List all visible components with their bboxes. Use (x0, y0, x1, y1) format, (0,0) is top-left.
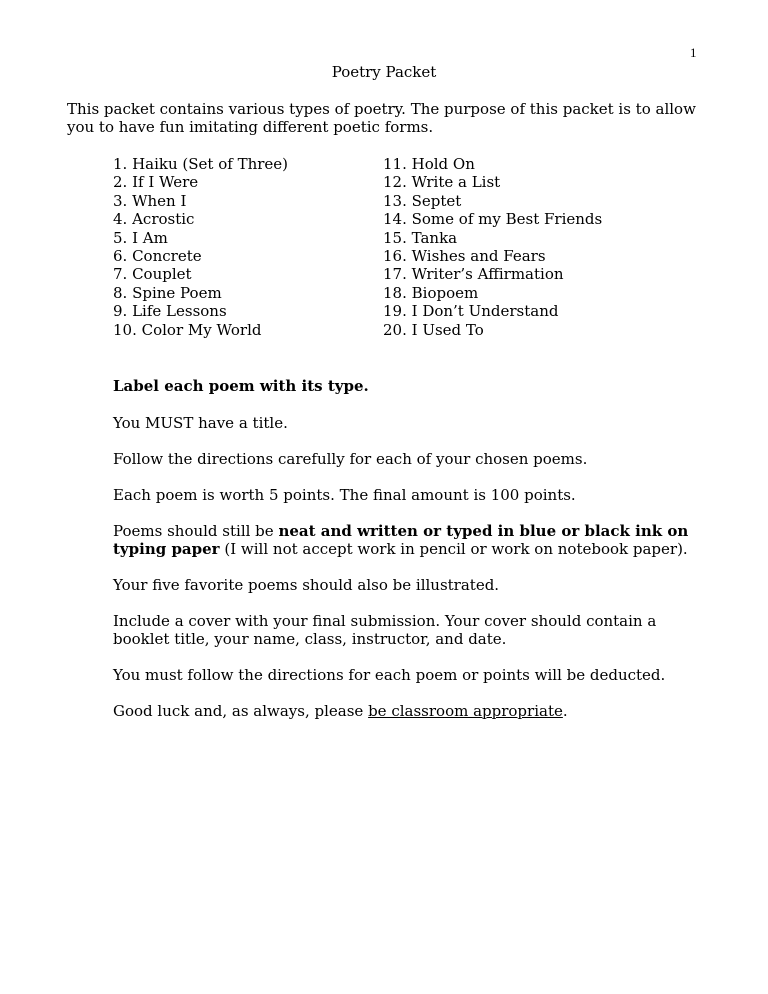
list-item: 10. Color My World (113, 320, 262, 339)
list-item: 17. Writer’s Affirmation (383, 265, 564, 284)
ink-paper-rule (113, 522, 703, 558)
list-item: 12. Write a List (383, 173, 501, 192)
list-item: 16. Wishes and Fears (383, 247, 546, 266)
illustrate-rule: Your five favorite poems should also be illustrated. (113, 576, 500, 594)
label-heading: Label each poem with its type. (113, 377, 369, 395)
list-item: 14. Some of my Best Friends (383, 210, 603, 229)
ink-paper-prefix: Poems should still be (113, 522, 279, 540)
list-item: 18. Biopoem (383, 283, 479, 302)
list-item: 8. Spine Poem (113, 283, 222, 302)
ink-paper-suffix: (I will not accept work in pencil or work on notebook paper). (219, 540, 688, 558)
closing-line (113, 702, 703, 720)
list-item: 9. Life Lessons (113, 302, 227, 321)
list-item: 1. Haiku (Set of Three) (113, 155, 289, 173)
page-number: 1 (690, 45, 697, 60)
deduct-rule: You must follow the directions for each poem or points will be deducted. (113, 666, 666, 684)
list-item: 11. Hold On (383, 155, 475, 173)
cover-rule: Include a cover with your final submission. Your cover should contain a booklet title, your name, class, instructor, and date. (113, 612, 657, 648)
list-item: 3. When I (113, 191, 187, 210)
poem-list-right (383, 155, 602, 339)
list-item: 20. I Used To (383, 320, 484, 339)
title-rule: You MUST have a title. (113, 414, 288, 432)
page-title: Poetry Packet (331, 63, 437, 81)
list-item: 2. If I Were (113, 173, 199, 192)
closing-suffix: . (562, 702, 568, 720)
list-item: 6. Concrete (113, 247, 202, 266)
poem-list-left (113, 155, 288, 339)
list-item: 15. Tanka (383, 228, 458, 247)
ink-paper-emphasis: neat and written or typed in blue or black ink on typing paper (113, 522, 689, 558)
intro-paragraph: This packet contains various types of poetry. The purpose of this packet is to allow you to have fun imitating different poetic forms. (67, 100, 696, 136)
directions-rule: Follow the directions carefully for each of your chosen poems. (113, 450, 588, 468)
list-item: 19. I Don’t Understand (383, 302, 559, 321)
closing-emphasis: be classroom appropriate (368, 702, 563, 720)
list-item: 7. Couplet (113, 265, 192, 284)
closing-prefix: Good luck and, as always, please (113, 702, 369, 720)
list-item: 5. I Am (113, 228, 168, 247)
list-item: 4. Acrostic (113, 210, 195, 229)
points-rule: Each poem is worth 5 points. The final amount is 100 points. (113, 486, 576, 504)
instructions-section (113, 377, 703, 738)
list-item: 13. Septet (383, 191, 462, 210)
